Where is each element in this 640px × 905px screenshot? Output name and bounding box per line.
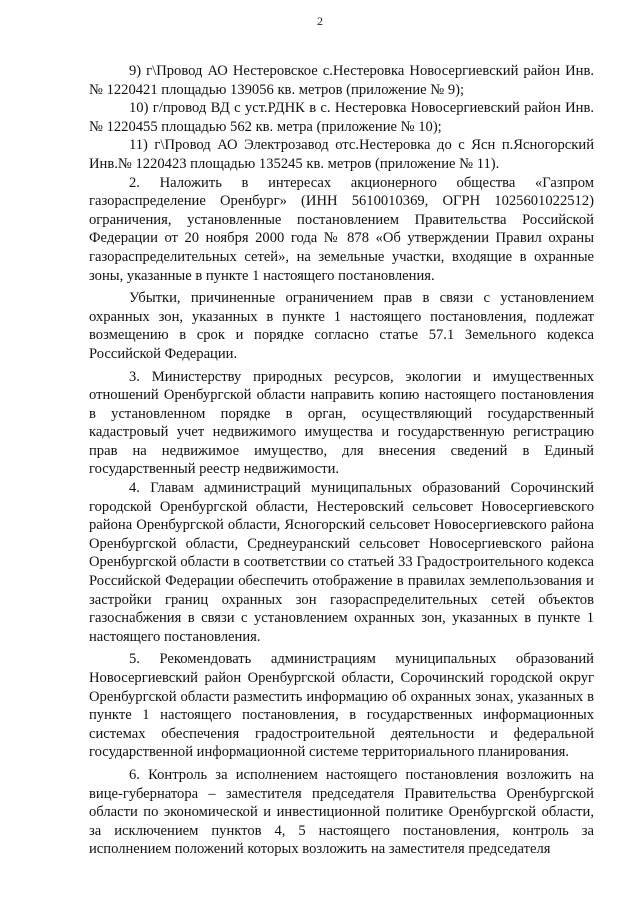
list-item-9: 9) г\Провод АО Нестеровское с.Нестеровка Новосергиевский район Инв.№ 1220421 площадью 139056 кв. метров (приложение № 9);: [89, 63, 594, 98]
list-item-10: 10) г/провод ВД с уст.РДНК в с. Нестеровка Новосергиевский район Инв.№ 1220455 площадью 562 кв. метра (приложение № 10);: [89, 100, 594, 135]
clause-4: 4. Главам администраций муниципальных образований Сорочинский городской Оренбургской области, Нестеровский сельсовет Новосергиевского района Оренбургской области, Ясногорский сельсовет Новосергиевского района Оренбургской области, Среднеуранский сельсовет Новосергиевского района Оренбургской области в соответствии со статьей 33 Градостроительного кодекса Российской Федерации обеспечить отображение в правилах землепользования и застройки границ охранных зон газораспределительных сетей объектов газоснабжения в связи с установлением охранных зон, указанных в пункте 1 настоящего постановления.: [89, 480, 594, 645]
list-item-11: 11) г\Провод АО Электрозавод отс.Нестеровка до с Ясн п.Ясногорский Инв.№ 1220423 площадью 135245 кв. метров (приложение № 11).: [89, 137, 594, 172]
clause-5: 5. Рекомендовать администрациям муниципальных образований Новосергиевский район Оренбургской области, Сорочинский городской округ Оренбургской области разместить информацию об охранных зонах, указанных в пункте 1 настоящего постановления, в государственных информационных системах обеспечения градостроительной деятельности и федеральной государственной информационной системе территориального планирования.: [89, 651, 594, 761]
clause-6: 6. Контроль за исполнением настоящего постановления возложить на вице-губернатора – заместителя председателя Правительства Оренбургской области по экономической и инвестиционной политике Оренбургской области, за исключением пунктов 4, 5 настоящего постановления, контроль за исполнением положений которых возложить на заместителя председателя: [89, 766, 594, 858]
document-body: [89, 62, 594, 859]
clause-2: 2. Наложить в интересах акционерного общества «Газпром газораспределение Оренбург» (ИНН 5610010369, ОГРН 1025601022512) ограничения, установленные постановлением Правительства Российской Федерации от 20 ноября 2000 года № 878 «Об утверждении Правил охраны газораспределительных сетей», на земельные участки, входящие в охранные зоны, указанные в пункте 1 настоящего постановления.: [89, 174, 594, 284]
page-number: 2: [317, 14, 323, 28]
clause-2-losses: Убытки, причиненные ограничением прав в связи с установлением охранных зон, указанных в пункте 1 настоящего постановления, подлежат возмещению в срок и порядке согласно статье 57.1 Земельного кодекса Российской Федерации.: [89, 290, 594, 362]
clause-3: 3. Министерству природных ресурсов, экологии и имущественных отношений Оренбургской области направить копию настоящего постановления в установленном порядке в орган, осуществляющий государственный кадастровый учет недвижимого имущества и государственную регистрацию прав на недвижимое имущество, для внесения сведений в Единый государственный реестр недвижимости.: [89, 368, 594, 478]
